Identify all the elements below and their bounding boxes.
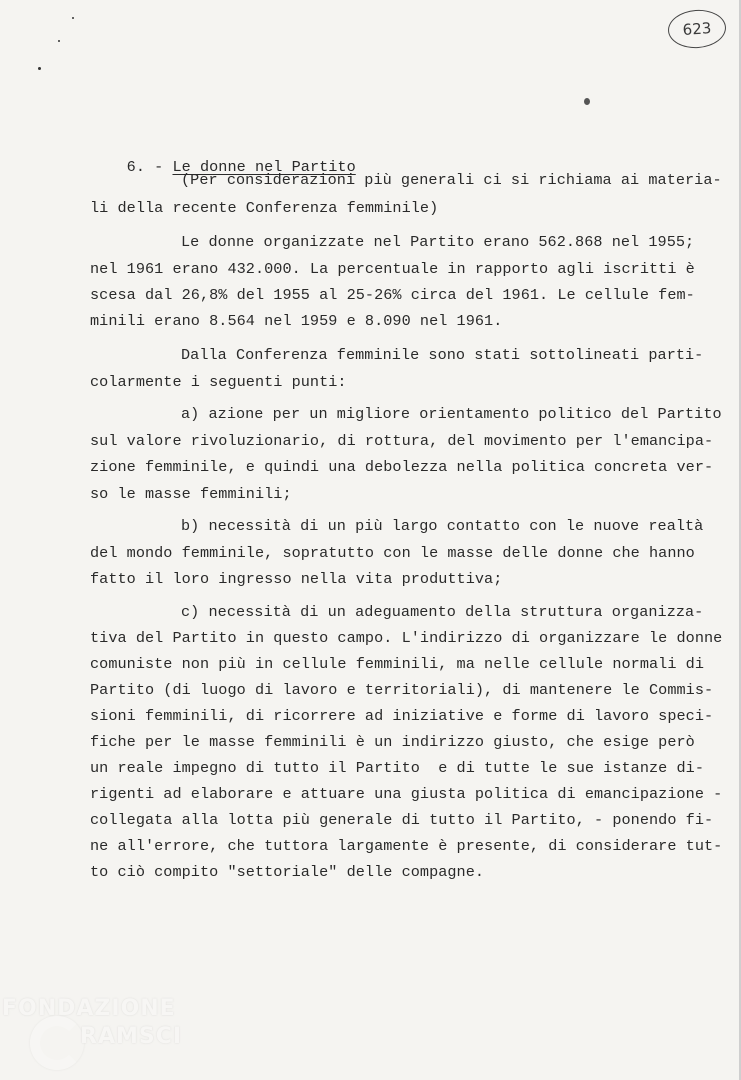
- text-line: sioni femminili, di ricorrere ad iniziative e forme di lavoro speci-: [90, 707, 714, 725]
- text-line: scesa dal 26,8% del 1955 al 25-26% circa del 1961. Le cellule fem-: [90, 286, 695, 304]
- text-line: so le masse femminili;: [90, 485, 292, 503]
- page-number-stamp: 623: [667, 8, 728, 50]
- scan-speck: [72, 17, 74, 19]
- text-line: sul valore rivoluzionario, di rottura, del movimento per l'emancipa-: [90, 432, 714, 450]
- text-line: a) azione per un migliore orientamento politico del Partito: [181, 405, 722, 423]
- text-line: comuniste non più in cellule femminili, ma nelle cellule normali di: [90, 655, 704, 673]
- text-line: ne all'errore, che tuttora largamente è presente, di considerare tut-: [90, 837, 723, 855]
- text-line: rigenti ad elaborare e attuare una giusta politica di emancipazione -: [90, 785, 723, 803]
- heading-title: Le donne nel Partito: [172, 158, 356, 176]
- text-line: tiva del Partito in questo campo. L'indirizzo di organizzare le donne: [90, 629, 723, 647]
- watermark-g-logo: [30, 1016, 84, 1070]
- text-line: del mondo femminile, sopratutto con le masse delle donne che hanno: [90, 544, 695, 562]
- watermark-line-2: RAMSCI: [80, 1024, 183, 1049]
- text-line: zione femminile, e quindi una debolezza nella politica concreta ver-: [90, 458, 714, 476]
- text-line: b) necessità di un più largo contatto con le nuove realtà: [181, 517, 704, 535]
- text-line: (Per considerazioni più generali ci si richiama ai materia-: [181, 171, 722, 189]
- scan-speck: [38, 67, 41, 70]
- text-line: nel 1961 erano 432.000. La percentuale in rapporto agli iscritti è: [90, 260, 695, 278]
- text-line: Le donne organizzate nel Partito erano 562.868 nel 1955;: [181, 233, 695, 251]
- fondazione-gramsci-watermark: [2, 994, 192, 1074]
- scan-speck: [58, 40, 60, 42]
- text-line: to ciò compito "settoriale" delle compagne.: [90, 863, 485, 881]
- text-line: li della recente Conferenza femminile): [90, 199, 439, 217]
- text-line: c) necessità di un adeguamento della struttura organizza-: [181, 603, 704, 621]
- text-line: Partito (di luogo di lavoro e territoriali), di mantenere le Commis-: [90, 681, 714, 699]
- watermark-line-1: FONDAZIONE: [2, 996, 176, 1021]
- text-line: fatto il loro ingresso nella vita produttiva;: [90, 570, 503, 588]
- text-line: minili erano 8.564 nel 1959 e 8.090 nel 1961.: [90, 312, 503, 330]
- text-line: colarmente i seguenti punti:: [90, 373, 347, 391]
- text-line: collegata alla lotta più generale di tutto il Partito, - ponendo fi-: [90, 811, 714, 829]
- text-line: un reale impegno di tutto il Partito e di tutte le sue istanze di-: [90, 759, 704, 777]
- heading-number: 6. -: [126, 158, 173, 176]
- text-line: fiche per le masse femminili è un indirizzo giusto, che esige però: [90, 733, 695, 751]
- text-line: Dalla Conferenza femminile sono stati sottolineati parti-: [181, 346, 704, 364]
- scan-speck: [584, 98, 590, 105]
